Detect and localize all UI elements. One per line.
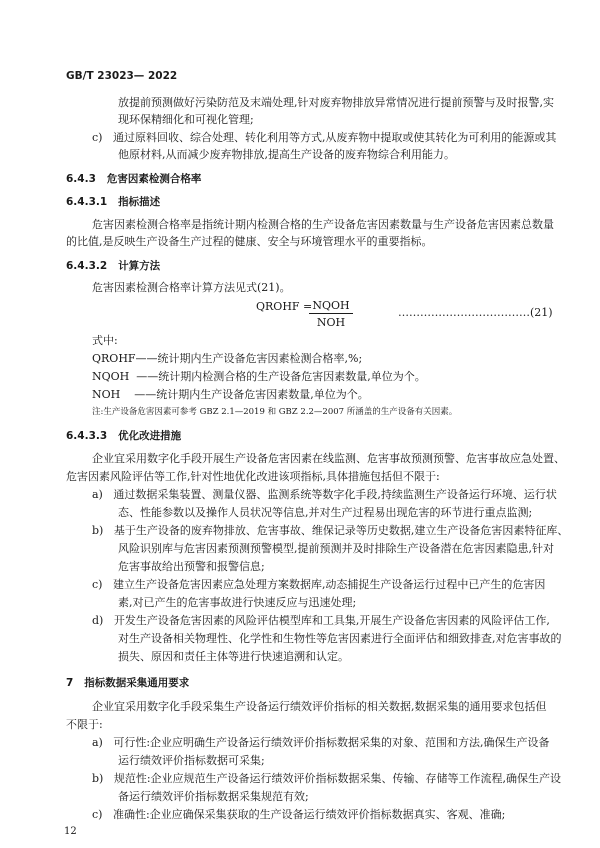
- paragraph-line: 企业宜采用数字化手段开展生产设备危害因素在线监测、危害事故预测预警、危害事故应急处置、: [92, 452, 565, 465]
- text-line: 危害事故给出预警和报警信息;: [118, 560, 265, 573]
- text-line: 他原材料,从而减少废弃物排放,提高生产设备的废弃物综合利用能力。: [118, 148, 455, 161]
- page-number: 12: [64, 826, 77, 837]
- text-line: 素,对已产生的危害事故进行快速反应与迅速处理;: [118, 596, 357, 609]
- note: 注:生产设备危害因素可参考 GBZ 2.1—2019 和 GBZ 2.2—2007 所涵盖的生产设备有关因素。: [92, 407, 458, 417]
- list-item-a: a) 可行性:企业应明确生产设备运行绩效评价指标数据采集的对象、范围和方法,确保生产设备: [92, 736, 550, 749]
- text-line: 放提前预测做好污染防范及末端处理,针对废弃物排放异常情况进行提前预警与及时报警,实: [118, 96, 554, 109]
- text-line: 风险识别库与危害因素预测预警模型,提前预测并及时排除生产设备潜在危害因素隐患,针对: [118, 542, 554, 555]
- formula-number: ………………………………(21): [398, 306, 553, 319]
- section-heading-7: 7 指标数据采集通用要求: [66, 677, 190, 689]
- formula-fraction: [309, 299, 353, 329]
- section-heading-6-4-3: 6.4.3 危害因素检测合格率: [66, 173, 202, 185]
- paragraph-line: 的比值,是反映生产设备生产过程的健康、安全与环境管理水平的重要指标。: [66, 235, 433, 248]
- paragraph-line: 企业宜采用数字化手段采集生产设备运行绩效评价指标的相关数据,数据采集的通用要求包括但: [92, 700, 547, 713]
- formula-denominator: NOH: [316, 316, 346, 329]
- variable-definition: NQOH ——统计期内检测合格的生产设备危害因素数量,单位为个。: [92, 370, 426, 383]
- text-line: 备运行绩效评价指标数据采集规范有效;: [118, 790, 309, 803]
- paragraph-line: 不限于:: [66, 718, 103, 731]
- section-heading-6-4-3-1: 6.4.3.1 指标描述: [66, 196, 161, 208]
- text-line: 运行绩效评价指标数据可采集;: [118, 754, 265, 767]
- list-item-b: b) 规范性:企业应规范生产设备运行绩效评价指标数据采集、传输、存储等工作流程,确保生产设: [92, 772, 562, 785]
- text-line: 对生产设备相关物理性、化学性和生物性等危害因素进行全面评估和细致排查,对危害事故的: [118, 632, 562, 645]
- list-item-b: b) 基于生产设备的废弃物排放、危害事故、维保记录等历史数据,建立生产设备危害因素特征库、: [92, 524, 569, 537]
- section-heading-6-4-3-2: 6.4.3.2 计算方法: [66, 260, 161, 272]
- section-heading-6-4-3-3: 6.4.3.3 优化改进措施: [66, 430, 182, 442]
- list-item-a: a) 通过数据采集装置、测量仪器、监测系统等数字化手段,持续监测生产设备运行环境、运行状: [92, 488, 557, 501]
- variable-definition: QROHF——统计期内生产设备危害因素检测合格率,%;: [92, 352, 363, 365]
- list-item-c: c) 通过原料回收、综合处理、转化利用等方式,从废弃物中提取或使其转化为可利用的能源或其: [92, 131, 557, 144]
- text-line: 损失、原因和责任主体等进行快速追溯和认定。: [118, 650, 349, 663]
- text-line: 现环保精细化和可视化管理;: [118, 113, 254, 126]
- where-label: 式中:: [92, 334, 118, 347]
- paragraph-line: 危害因素检测合格率计算方法见式(21)。: [92, 281, 291, 294]
- paragraph-line: 危害因素风险评估等工作,针对性地优化改进该项指标,具体措施包括但不限于:: [66, 470, 440, 483]
- standard-number: GB/T 23023— 2022: [66, 70, 178, 82]
- text-line: 态、性能参数以及操作人员状况等信息,并对生产过程易出现危害的环节进行重点监测;: [118, 506, 533, 519]
- formula-lhs: QROHF =: [256, 300, 313, 313]
- variable-definition: NOH ——统计期内生产设备危害因素数量,单位为个。: [92, 388, 369, 401]
- paragraph-line: 危害因素检测合格率是指统计期内检测合格的生产设备危害因素数量与生产设备危害因素总数量: [92, 218, 554, 231]
- formula-numerator: NQOH: [309, 299, 353, 314]
- list-item-d: d) 开发生产设备危害因素的风险评估模型库和工具集,开展生产设备危害因素的风险评估工作,: [92, 614, 550, 627]
- list-item-c: c) 准确性:企业应确保采集获取的生产设备运行绩效评价指标数据真实、客观、准确;: [92, 808, 506, 821]
- list-item-c: c) 建立生产设备危害因素应急处理方案数据库,动态捕捉生产设备运行过程中已产生的危害因: [92, 578, 546, 591]
